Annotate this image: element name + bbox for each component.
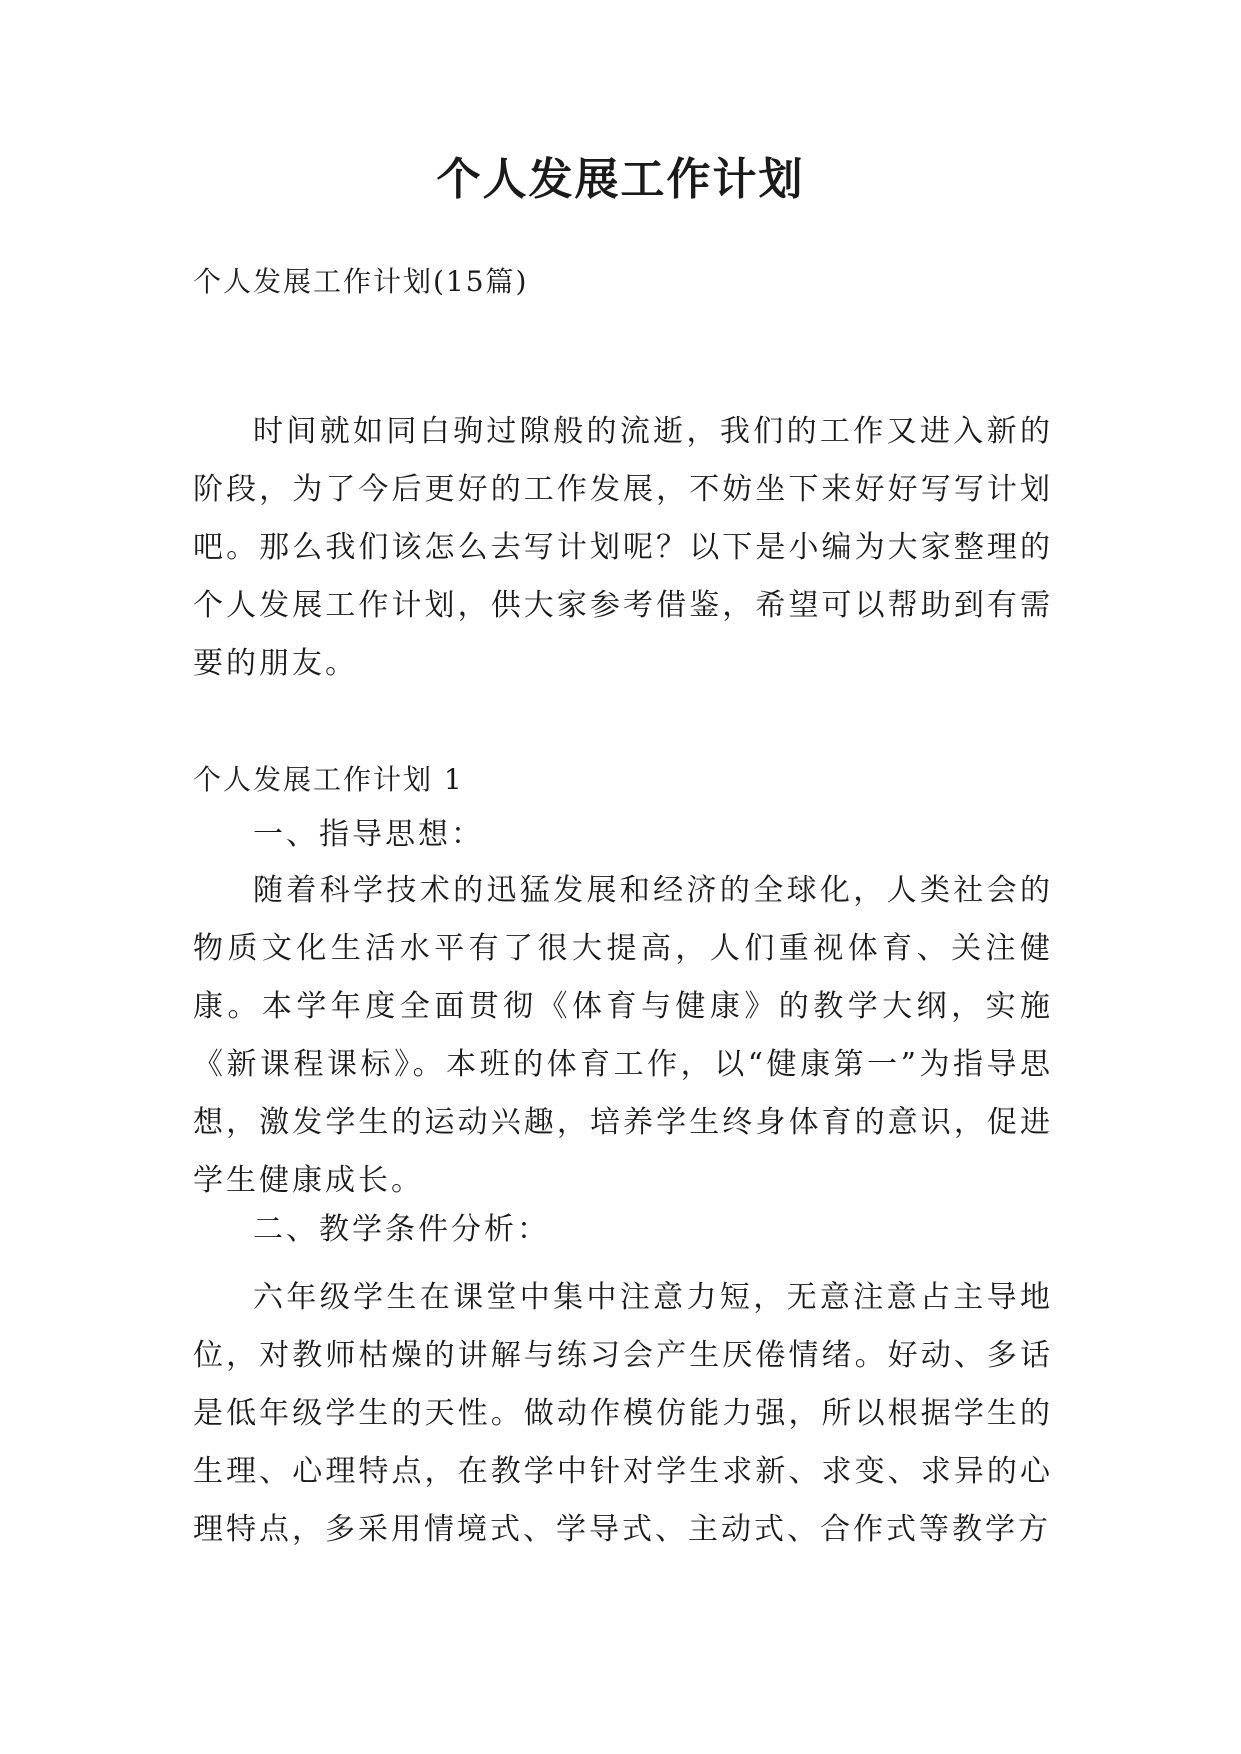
document-title: 个人发展工作计划: [436, 154, 805, 205]
document-subtitle: 个人发展工作计划(15篇): [193, 265, 529, 298]
teaching-conditions-paragraph: 六年级学生在课堂中集中注意力短，无意注意占主导地位，对教师枯燥的讲解与练习会产生厌倦情绪。好动、多话是低年级学生的天性。做动作模仿能力强，所以根据学生的生理、心理特点，在教学中针对学生求新、求变、求异的心理特点，多采用情境式、学导式、主动式、合作式等教学方: [193, 1280, 1053, 1547]
intro-paragraph: 时间就如同白驹过隙般的流逝，我们的工作又进入新的阶段，为了今后更好的工作发展，不妨坐下来好好写写计划吧。那么我们该怎么去写计划呢？以下是小编为大家整理的个人发展工作计划，供大家参考借鉴，希望可以帮助到有需要的朋友。: [193, 414, 1053, 681]
section-heading-teaching-conditions: 二、教学条件分析：: [253, 1212, 550, 1247]
section-title: 个人发展工作计划 1: [193, 763, 464, 796]
guiding-ideology-paragraph: 随着科学技术的迅猛发展和经济的全球化，人类社会的物质文化生活水平有了很大提高，人们重视体育、关注健康。本学年度全面贯彻《体育与健康》的教学大纲，实施《新课程课标》。本班的体育工作，以“健康第一”为指导思想，激发学生的运动兴趣，培养学生终身体育的意识，促进学生健康成长。: [193, 873, 1053, 1198]
section-heading-guiding-ideology: 一、指导思想：: [253, 817, 484, 852]
